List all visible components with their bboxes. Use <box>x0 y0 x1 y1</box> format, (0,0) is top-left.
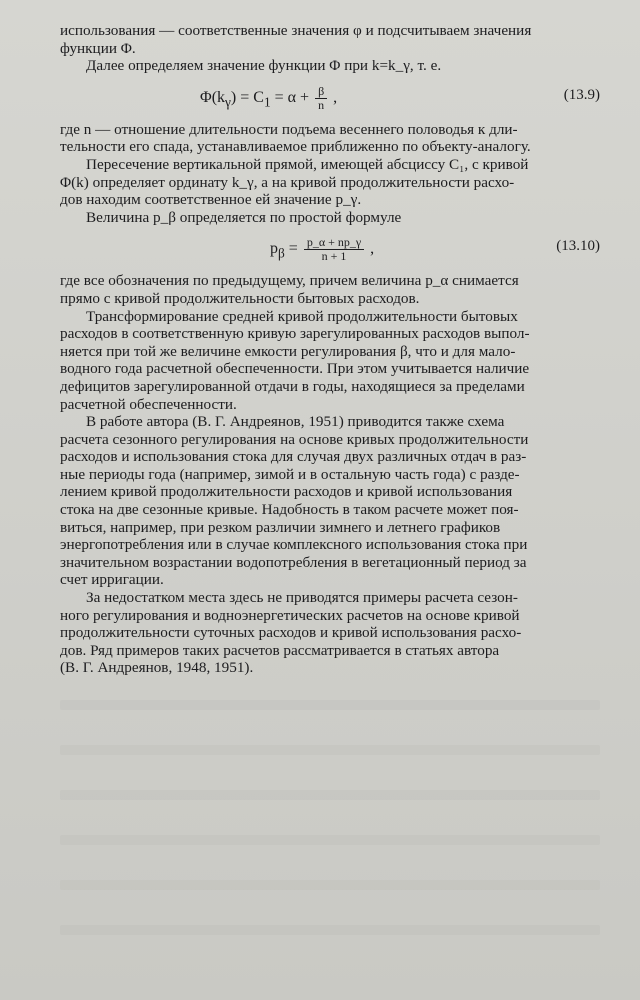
formula-part: p <box>270 240 278 258</box>
fraction-denominator: n + 1 <box>321 249 347 264</box>
bleed-through-line <box>60 745 600 755</box>
paragraph-4 <box>60 156 600 209</box>
formula-part: = α + <box>270 88 314 106</box>
text-line: расчетной обеспеченности. <box>60 395 237 413</box>
bleed-through-line <box>60 700 600 710</box>
formula-subscript: β <box>278 245 285 261</box>
formula-part: Φ(k <box>200 88 226 106</box>
formula-13-10 <box>60 230 600 268</box>
text-line: тельности его спада, устанавливаемое приближенно по объекту-аналогу. <box>60 138 531 156</box>
text-line: значительном возрастании водопотребления в вегетационный период за <box>60 553 527 571</box>
formula-13-9-expression <box>200 85 337 112</box>
formula-part: ) = C <box>230 88 264 106</box>
formula-fraction <box>315 85 327 112</box>
paragraph-6 <box>60 272 600 307</box>
formula-13-10-expression <box>270 236 374 263</box>
text-line: где n — отношение длительности подъема весеннего половодья к дли- <box>60 120 518 138</box>
text-line: Φ(k) определяет ординату k_γ, а на кривой продолжительности расхо- <box>60 173 515 191</box>
formula-13-9-number: (13.9) <box>563 86 600 103</box>
text-line: лением кривой продолжительности расходов и кривой использования <box>60 483 513 501</box>
bleed-through-line <box>60 925 600 935</box>
text-line: расходов и использования стока для случая двух различных отдач в раз- <box>60 448 527 466</box>
formula-13-9 <box>60 79 600 117</box>
text-line: прямо с кривой продолжительности бытовых расходов. <box>60 289 420 307</box>
text-line: энергопотребления или в случае комплексного использования стока при <box>60 536 528 554</box>
text-line: расходов в соответственную кривую зарегулированных расходов выпол- <box>60 325 530 343</box>
text-line: виться, например, при резком различии зимнего и летнего графиков <box>60 518 501 536</box>
fraction-denominator: n <box>318 97 325 112</box>
text-line: (В. Г. Андреянов, 1948, 1951). <box>60 659 254 677</box>
text-line: дов находим соответственное ей значение p_γ. <box>60 191 362 209</box>
text-line: водного года расчетной обеспеченности. При этом учитывается наличие <box>60 360 530 378</box>
formula-part: = <box>284 240 302 258</box>
formula-subscript: 1 <box>263 94 271 110</box>
bleed-through-line <box>60 880 600 890</box>
text-line: Далее определяем значение функции Φ при k=k_γ, т. е. <box>86 57 442 75</box>
bleed-through-line <box>60 835 600 845</box>
text-line: расчета сезонного регулирования на основе кривых продолжительности <box>60 430 529 448</box>
paragraph-3 <box>60 121 600 156</box>
text-line: дефицитов зарегулированной отдачи в годы, находящиеся за пределами <box>60 377 525 395</box>
formula-part: , <box>366 240 375 258</box>
body-text <box>60 22 600 677</box>
text-line: ные периоды года (например, зимой и в остальную часть года) с разде- <box>60 465 520 483</box>
formula-part: , <box>329 88 338 106</box>
text-line: использования — соответственные значения φ и подсчитываем значения <box>60 22 532 39</box>
text-line: Пересечение вертикальной прямой, имеющей абсциссу C₁, с кривой <box>86 155 529 173</box>
text-line: Величина p_β определяется по простой формуле <box>86 208 402 226</box>
paragraph-1 <box>60 22 600 57</box>
text-line: где все обозначения по предыдущему, причем величина p_α снимается <box>60 272 519 290</box>
formula-13-10-number: (13.10) <box>556 238 600 255</box>
formula-subscript: γ <box>225 94 231 110</box>
paragraph-5 <box>60 209 600 227</box>
fraction-numerator: β <box>315 85 327 99</box>
formula-fraction <box>304 236 364 263</box>
paragraph-2 <box>60 57 600 75</box>
text-line: дов. Ряд примеров таких расчетов рассматривается в статьях автора <box>60 641 500 659</box>
text-line: ного регулирования и водноэнергетических расчетов на основе кривой <box>60 606 520 624</box>
text-line: Трансформирование средней кривой продолжительности бытовых <box>86 307 518 325</box>
text-line: стока на две сезонные кривые. Надобность в таком расчете может поя- <box>60 501 519 519</box>
paragraph-8 <box>60 413 600 589</box>
text-line: В работе автора (В. Г. Андреянов, 1951) приводится также схема <box>86 413 505 431</box>
text-line: счет ирригации. <box>60 571 164 589</box>
paragraph-7 <box>60 308 600 414</box>
paragraph-9 <box>60 589 600 677</box>
fraction-numerator: p_α + np_γ <box>304 236 364 250</box>
text-line: За недостатком места здесь не приводятся примеры расчета сезон- <box>86 589 518 607</box>
text-line: функции Φ. <box>60 39 136 57</box>
bleed-through-line <box>60 790 600 800</box>
text-line: продолжительности суточных расходов и кривой использования расхо- <box>60 624 522 642</box>
text-line: няется при той же величине емкости регулирования β, что и для мало- <box>60 342 516 360</box>
